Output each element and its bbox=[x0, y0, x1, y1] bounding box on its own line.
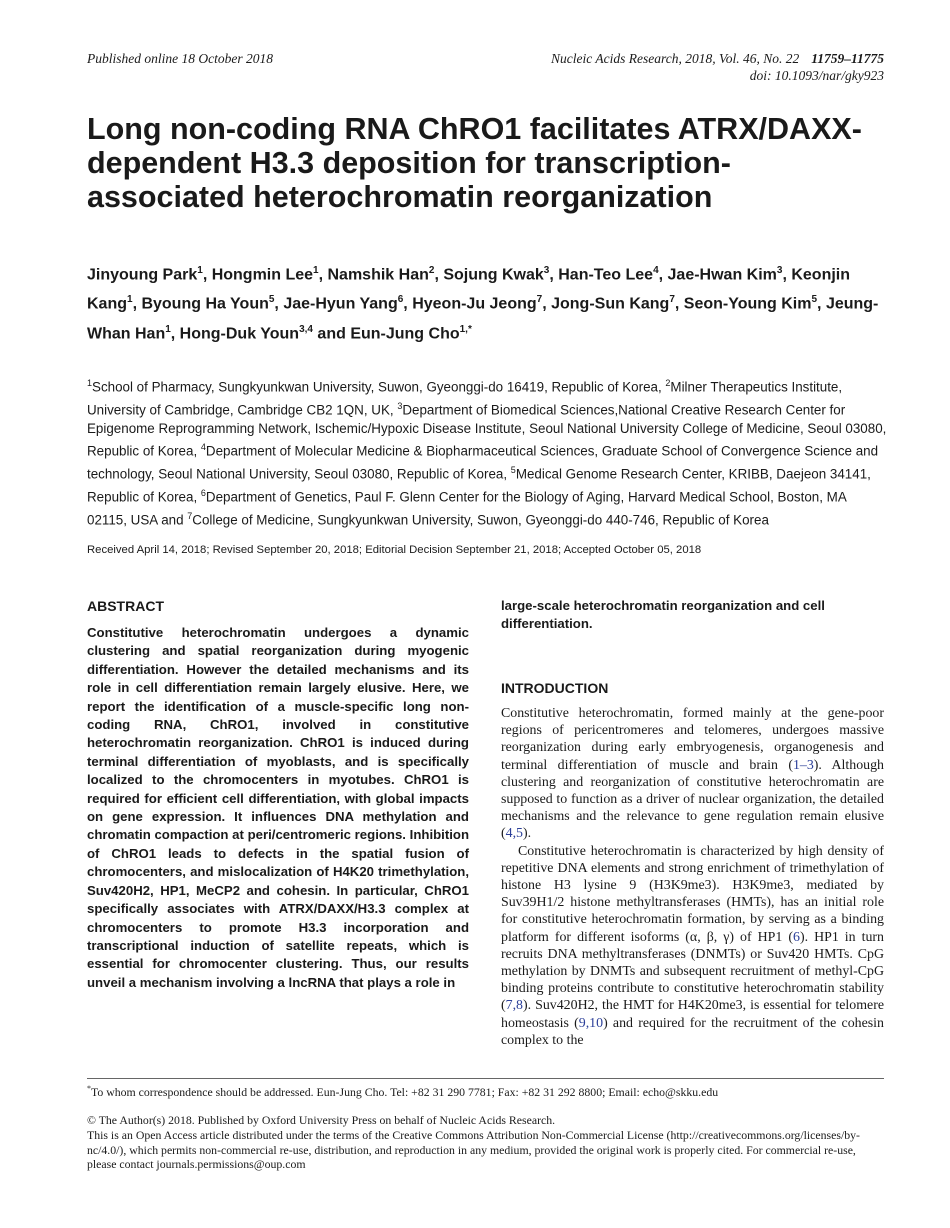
author-affiliation-mark: 2 bbox=[428, 265, 435, 276]
article-title: Long non-coding RNA ChRO1 facilitates ATRX/DAXX-dependent H3.3 deposition for transcription-associated heterochromatin reorganization bbox=[87, 112, 862, 214]
author-name: Han-Teo Lee bbox=[558, 266, 654, 284]
author-affiliation-mark: 6 bbox=[397, 294, 404, 306]
affiliation-text: Medical Genome Research Center, KRIBB, Daejeon 34141, Republic of Korea, bbox=[87, 466, 871, 505]
author-affiliation-mark: 5 bbox=[268, 294, 275, 306]
license-text: This is an Open Access article distributed under the terms of the Creative Commons Attribution Non-Commercial License (http://creativecommons.org/licenses/by-nc/4.0/), which permits non-commercial re-use, distribution, and reproduction in any medium, provided the original work is properly cited. For commercial re-use, please contact journals.permissions@oup.com bbox=[87, 1127, 860, 1172]
author-name: Jong-Sun Kang bbox=[551, 295, 670, 313]
author-name: Seon-Young Kim bbox=[683, 295, 812, 313]
citation-link[interactable]: 1–3 bbox=[792, 757, 814, 773]
author-affiliation-mark: 4 bbox=[653, 265, 659, 276]
author-name: Hong-Duk Youn bbox=[179, 324, 300, 342]
affiliation-number: 7 bbox=[187, 511, 193, 522]
author-name: Jae-Hwan Kim bbox=[667, 266, 777, 284]
introduction-paragraph: Constitutive heterochromatin is characterized by high density of repetitive DNA elements and strong enrichment of trimethylation of histone H3 lysine 9 (H3K9me3). H3K9me3, mediated by Suv39H1/2 histone methyltransferases (HMTs), has an initial role for constitutive heterochromatin formation, by serving as a binding platform for different isoforms (α, β, γ) of HP1 (6). HP1 in turn recruits DNA methyltransferases (DNMTs) or Suv420 HMTs. CpG methylation by DNMTs and subsequent recruitment of methyl-CpG binding proteins contribute to constitutive heterochromatin stability (7,8). Suv420H2, the HMT for H4K20me3, is essential for telomere homeostasis (9,10) and required for the recruitment of the cohesin complex to the bbox=[501, 843, 885, 1048]
footnote-mark: * bbox=[87, 1084, 91, 1093]
received-dates: Received April 14, 2018; Revised September 20, 2018; Editorial Decision September 21, 2018; Accepted October 05, 2018 bbox=[87, 544, 702, 556]
author-affiliation-mark: 5 bbox=[811, 294, 818, 306]
affiliation-text: Department of Genetics, Paul F. Glenn Center for the Biology of Aging, Harvard Medical School, Boston, MA 02115, USA and bbox=[87, 489, 847, 528]
published-date: Published online 18 October 2018 bbox=[87, 51, 273, 66]
author-affiliation-mark: 1 bbox=[127, 294, 133, 306]
citation-link[interactable]: 9,10 bbox=[578, 1015, 604, 1031]
author-affiliation-mark: 3 bbox=[776, 265, 783, 276]
introduction-heading: INTRODUCTION bbox=[501, 680, 609, 696]
copyright-line: © The Author(s) 2018. Published by Oxford University Press on behalf of Nucleic Acids Research. bbox=[87, 1113, 556, 1127]
affiliation-number: 1 bbox=[87, 378, 93, 388]
affiliation-number: 3 bbox=[397, 400, 403, 411]
author-affiliation-mark: 7 bbox=[669, 294, 675, 306]
author-affiliation-mark: 1,* bbox=[459, 323, 472, 335]
license-notice bbox=[87, 1113, 884, 1172]
author-name: Eun-Jung Cho bbox=[350, 324, 460, 342]
author-affiliation-mark: 1 bbox=[197, 265, 203, 276]
page-range: 11759–11775 bbox=[811, 51, 884, 66]
doi[interactable]: doi: 10.1093/nar/gky923 bbox=[749, 68, 884, 83]
correspondence-footnote bbox=[87, 1081, 884, 1100]
affiliation-text: School of Pharmacy, Sungkyunkwan University, Suwon, Gyeonggi-do 16419, Republic of Korea, bbox=[92, 379, 666, 395]
author-affiliation-mark: 1 bbox=[165, 323, 171, 335]
abstract-body: Constitutive heterochromatin undergoes a dynamic clustering and spatial reorganization during myogenic differentiation. However the detailed mechanisms and its role in cell differentiation remain largely elusive. Here, we report the identification of a muscle-specific long non-coding RNA, ChRO1, involved in constitutive heterochromatin reorganization. ChRO1 is induced during terminal differentiation of myoblasts, and is specifically localized to the chromocenters in myotubes. ChRO1 is required for efficient cell differentiation, with global impacts on gene expression. It influences DNA methylation and chromatin compaction at peri/centromeric regions. Inhibition of ChRO1 leads to defects in the spatial fusion of chromocenters, and mislocalization of H4K20 trimethylation, Suv420H2, HP1, MeCP2 and cohesin. In particular, ChRO1 specifically associates with ATRX/DAXX/H3.3 complex at chromocenters to promote H3.3 incorporation and transcriptional induction of satellite repeats, which is essential for chromocenter clustering. Thus, our results unveil a mechanism involving a lncRNA that plays a role in bbox=[87, 625, 469, 990]
footnote-divider bbox=[87, 1078, 884, 1079]
journal-header bbox=[551, 50, 884, 84]
abstract-heading: ABSTRACT bbox=[87, 598, 164, 614]
author-name: Byoung Ha Youn bbox=[141, 295, 269, 313]
author-name: Hongmin Lee bbox=[211, 266, 314, 284]
citation-link[interactable]: 6 bbox=[793, 929, 800, 945]
author-affiliation-mark: 7 bbox=[536, 294, 543, 306]
author-name: Jinyoung Park bbox=[87, 266, 198, 284]
author-name: Hyeon-Ju Jeong bbox=[412, 295, 537, 313]
author-name: Sojung Kwak bbox=[443, 266, 544, 284]
affiliation-number: 2 bbox=[665, 378, 671, 388]
affiliations bbox=[87, 374, 887, 530]
introduction-body bbox=[501, 705, 884, 1049]
footnote-text: To whom correspondence should be addressed. Eun-Jung Cho. Tel: +82 31 290 7781; Fax: +82 31 292 8800; Email: echo@skku.edu bbox=[91, 1084, 719, 1099]
affiliation-number: 4 bbox=[200, 442, 206, 453]
introduction-paragraph: Constitutive heterochromatin, formed mainly at the gene-poor regions of pericentromeres and telomeres, undergoes massive reorganization during early embryogenesis, organogenesis and terminal differentiation of muscle and brain (1–3). Although clustering and reorganization of constitutive heterochromatin are supposed to function as a driver of nuclear organization, the detailed mechanisms and the relevance to gene regulation remain elusive (4,5). bbox=[501, 706, 884, 842]
affiliation-text: College of Medicine, Sungkyunkwan University, Suwon, Gyeonggi-do 440-746, Republic of Korea bbox=[192, 512, 769, 528]
author-affiliation-mark: 3 bbox=[543, 265, 550, 276]
affiliation-text: Department of Molecular Medicine & Biopharmaceutical Sciences, Graduate School of Convergence Science and technology, Seoul National University, Seoul 03080, Republic of Korea, bbox=[87, 443, 879, 482]
author-name: Keonjin Kang bbox=[87, 266, 851, 313]
affiliation-text: Department of Biomedical Sciences,National Creative Research Center for Epigenome Reprogramming Network, Ischemic/Hypoxic Disease Institute, Seoul National University College of Medicine, Seoul 03080, Republic of Korea, bbox=[87, 402, 887, 459]
affiliation-text: Milner Therapeutics Institute, University of Cambridge, Cambridge CB2 1QN, UK, bbox=[87, 379, 843, 418]
journal-citation: Nucleic Acids Research, 2018, Vol. 46, No. 22 bbox=[551, 51, 800, 66]
author-affiliation-mark: 3,4 bbox=[299, 323, 313, 335]
author-name: Namshik Han bbox=[327, 266, 429, 284]
abstract-continued: large-scale heterochromatin reorganization and cell differentiation. bbox=[501, 598, 825, 632]
author-list: Jinyoung Park$^1$, Hongmin Lee$^1$, Namshik Han$^2$, Sojung Kwak$^3$, Han-Teo Lee$^4$, Jae-Hwan Kim$^3$, Keonjin Kang$^1$, Byoung Ha Youn$^5$, Jae-Hyun Yang$^6$, Hyeon-Ju Jeong$^7$, Jong-Sun Kang$^7$, Seon-Young Kim$^5$, Jeung-Whan Han$^1$, Hong-Duk Youn$^{3,4}$ and Eun-Jung Cho$^{1,*}$ bbox=[87, 265, 879, 342]
citation-link[interactable]: 4,5 bbox=[505, 826, 524, 842]
affiliation-number: 6 bbox=[200, 488, 206, 499]
author-affiliation-mark: 1 bbox=[313, 265, 319, 276]
author-name: Jae-Hyun Yang bbox=[283, 295, 398, 313]
affiliation-number: 5 bbox=[510, 465, 516, 476]
author-name: Jeung-Whan Han bbox=[87, 295, 879, 342]
citation-link[interactable]: 7,8 bbox=[505, 998, 524, 1014]
